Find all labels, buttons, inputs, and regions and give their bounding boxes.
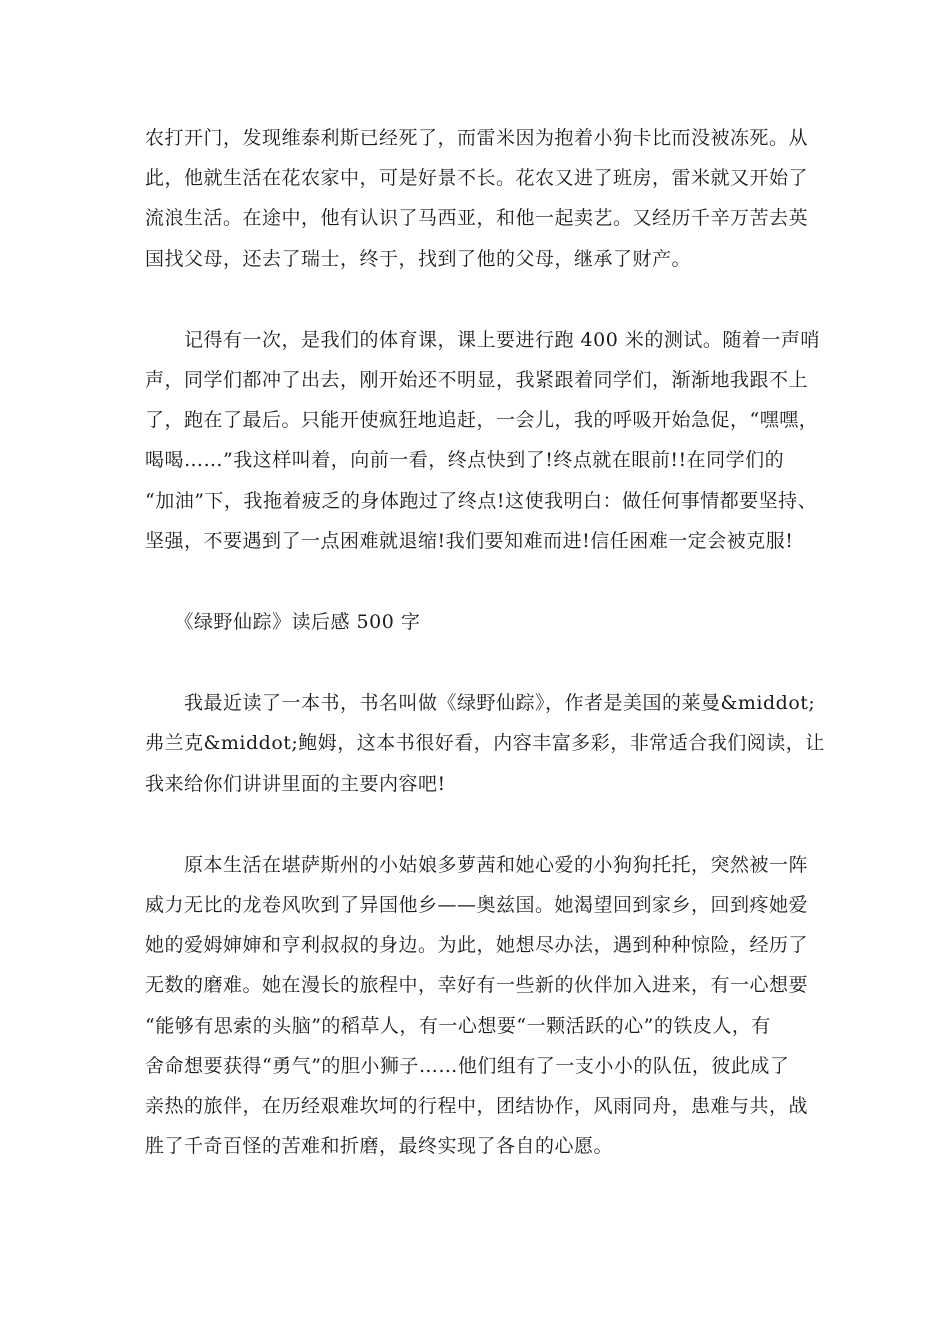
paragraph-book-intro: 我最近读了一本书，书名叫做《绿野仙踪》，作者是美国的莱曼&middot; 弗兰克&middot;鲍姆，这本书很好看，内容丰富多彩，非常适合我们阅读，让 我来给你们讲讲里面的主要内容吧! [145, 692, 825, 795]
paragraph-pe-class: 记得有一次，是我们的体育课，课上要进行跑 400 米的测试。随着一声哨 声，同学们都冲了出去，刚开始还不明显，我紧跟着同学们，渐渐地我跟不上 了，跑在了最后。只能开使疯狂地追赶，一会儿，我的呼吸开始急促，“嘿嘿， 喝喝……”我这样叫着，向前一看，终点快到了!终点就在眼前!!在同学们的 “加油”下，我拖着疲乏的身体跑过了终点!这使我明白：做任何事情都要坚持、 坚强，不要遇到了一点困难就退缩!我们要知难而进!信任困难一定会被克服! [145, 328, 820, 552]
document-body [145, 118, 825, 1166]
paragraph-book-summary: 原本生活在堪萨斯州的小姑娘多萝茜和她心爱的小狗狗托托，突然被一阵 威力无比的龙卷风吹到了异国他乡——奥兹国。她渴望回到家乡，回到疼她爱 她的爱姆婶婶和亨利叔叔的身边。为此，她想尽办法，遇到种种惊险，经历了 无数的磨难。她在漫长的旅程中，幸好有一些新的伙伴加入进来，有一心想要 “能够有思索的头脑”的稻草人，有一心想要“一颗活跃的心”的铁皮人，有 舍命想要获得“勇气”的胆小狮子……他们组有了一支小小的队伍，彼此成了 亲热的旅伴，在历经艰难坎坷的行程中，团结协作，风雨同舟，患难与共，战 胜了千奇百怪的苦难和折磨，最终实现了各自的心愿。 [145, 853, 809, 1158]
paragraph-story-ending: 农打开门，发现维泰利斯已经死了，而雷米因为抱着小狗卡比而没被冻死。从 此，他就生活在花农家中，可是好景不长。花农又进了班房，雷米就又开始了 流浪生活。在途中，他有认识了马西亚，和他一起卖艺。又经历千辛万苦去英 国找父母，还去了瑞士，终于，找到了他的父母，继承了财产。 [145, 127, 809, 270]
section-heading: 《绿野仙踪》读后感 500 字 [145, 611, 421, 634]
